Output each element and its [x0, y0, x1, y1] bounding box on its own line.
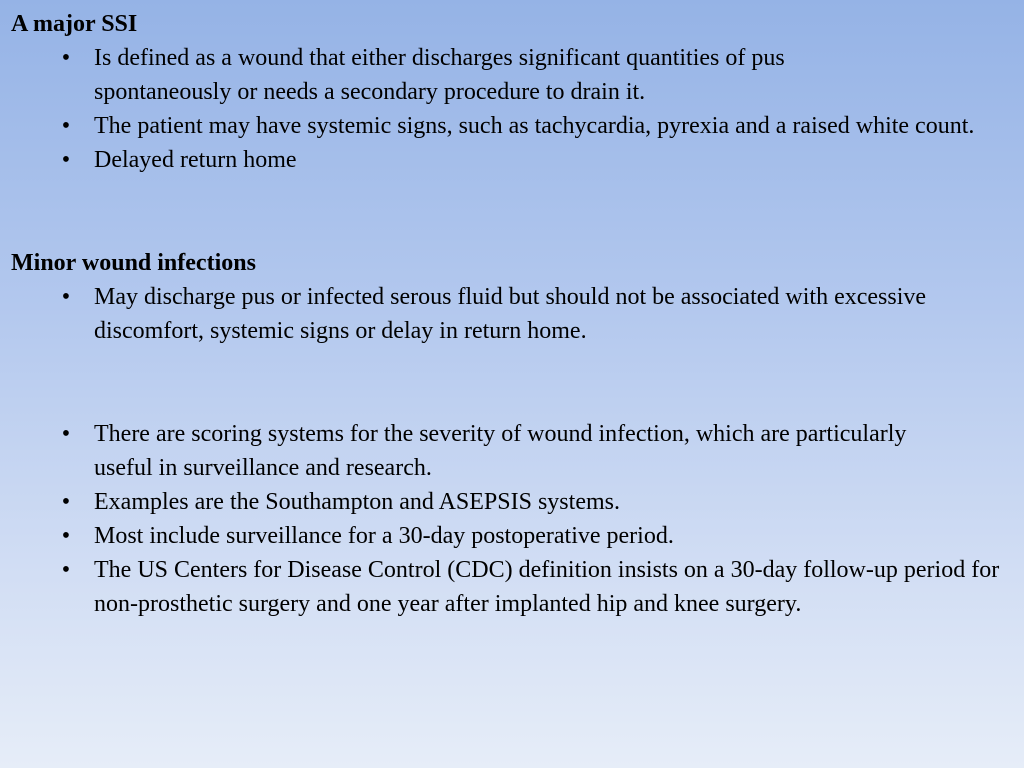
list-item: • The patient may have systemic signs, such as tachycardia, pyrexia and a raised white count. — [0, 109, 1024, 143]
bullet-icon: • — [61, 113, 71, 139]
bullet-icon: • — [61, 489, 71, 515]
major-ssi-list — [0, 41, 1024, 177]
list-item: • Is defined as a wound that either discharges significant quantities of pus spontaneously or needs a secondary procedure to drain it. — [0, 41, 1024, 109]
heading-major-ssi: A major SSI — [11, 11, 138, 37]
list-item: • May discharge pus or infected serous fluid but should not be associated with excessive discomfort, systemic signs or delay in return home. — [0, 280, 1024, 348]
scoring-systems-list — [0, 417, 1024, 621]
bullet-icon: • — [61, 523, 71, 549]
heading-minor-wound-infections: Minor wound infections — [11, 250, 256, 276]
list-item: • Examples are the Southampton and ASEPSIS systems. — [0, 485, 1024, 519]
list-item: • Delayed return home — [0, 143, 1024, 177]
bullet-icon: • — [61, 557, 71, 583]
bullet-icon: • — [61, 421, 71, 447]
minor-infections-list — [0, 280, 1024, 348]
bullet-icon: • — [61, 147, 71, 173]
list-item: • There are scoring systems for the severity of wound infection, which are particularly useful in surveillance and research. — [0, 417, 1024, 485]
list-item: • The US Centers for Disease Control (CDC) definition insists on a 30-day follow-up period for non-prosthetic surgery and one year after implanted hip and knee surgery. — [0, 553, 1024, 621]
bullet-icon: • — [61, 45, 71, 71]
bullet-icon: • — [61, 284, 71, 310]
list-item: • Most include surveillance for a 30-day postoperative period. — [0, 519, 1024, 553]
